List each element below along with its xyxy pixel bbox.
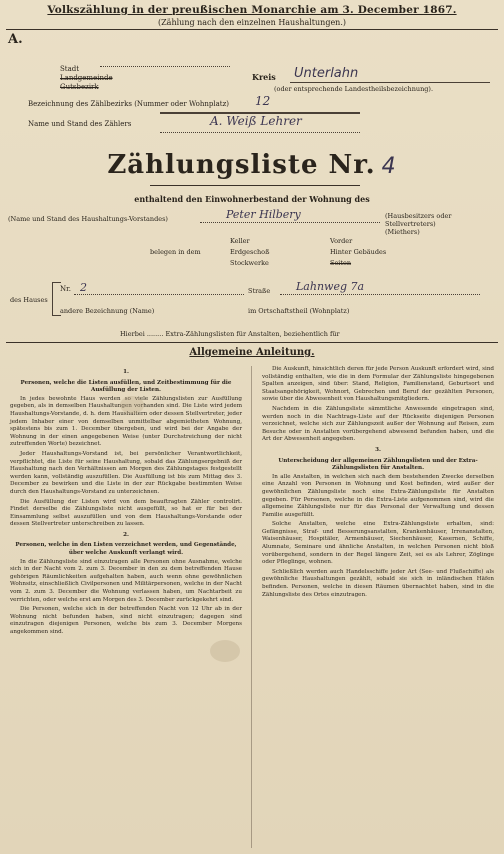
miether-option: (Miethers) [385, 228, 420, 236]
building-options [330, 236, 386, 269]
paper-stain [210, 640, 240, 662]
instructions-right-column [262, 366, 494, 601]
section-heading: Unterscheidung der allgemeinen Zählungslisten und der Extra-Zählungslisten für Anstalten. [278, 457, 478, 472]
haushalt-line [200, 222, 380, 224]
haushalt-label: (Name und Stand des Haushaltungs-Vorstandes) [8, 215, 168, 223]
stadt-line [100, 66, 230, 68]
zaehler-line [160, 132, 360, 134]
floor-options [230, 236, 269, 269]
erdgeschoss-option: Erdgeschoß [230, 248, 270, 256]
kreis-sub: (oder entsprechende Landestheilsbezeichnung). [274, 85, 434, 93]
strasse-value: Lahnweg 7a [296, 280, 365, 293]
paragraph: Die Personen, welche sich in der betreffenden Nacht von 12 Uhr ab in der Wohnung nicht befunden haben, sind nicht einzutragen; dagegen sind einzutragen diejenigen Personen, welche bis zum 3. December Morgens angekommen sind. [10, 606, 242, 635]
vorder-option: Vorder [330, 237, 353, 245]
paragraph: Solche Anstalten, welche eine Extra-Zählungsliste erhalten, sind: Gefängnisse, Straf- und Besserungsanstalten, Krankenhäuser, Irrenanstalten, Waisenhäuser, Hospitäler, Armenhäuser, Siechenhäuser, Kasernen, Schiffe, Alumnate, Seminare und ähnliche Anstalten, in welchen Personen nicht bloß vorübergehend, sondern in der Regel längere Zeit, sei es als Lehrer, Zöglinge oder Pfleglinge, wohnen. [262, 521, 494, 566]
hierbei-text: Hierbei ........ Extra-Zählungslisten für Anstalten, beziehentlich für [120, 330, 340, 338]
paragraph: Die Auskunft, hinsichtlich deren für jede Person Auskunft erfordert wird, sind vollständig enthalten, wie die in dem Formular der Zählungsliste hingegebenen Spalten anzeigen, sind über: Stand, Religion, Familienstand, Geburtsort und Staatsangehörigkeit, Wohnort, Gebrechen und Beruf der gezählten Personen, sowie über die Abwesenheit von Haushaltungsmitgliedern. [262, 366, 494, 403]
paragraph: Jeder Haushaltungs-Vorstand ist, bei persönlicher Verantwortlichkeit, verpflichtet, die Liste für seine Haushaltung, sobald das Zählungsergebniß der Haushaltung nach den Verhältnissen am Morgen des Zählungstages festgestellt werden kann, vollständig auszufüllen. Die Ausfüllung ist bis zum Mittag des 3. December zu bewirken und die Liste in der zur Rückgabe bestimmten Weise durch den Haushaltungs-Vorstand zu unterzeichnen. [10, 450, 242, 495]
instructions-title: Allgemeine Anleitung. [189, 347, 315, 358]
keller-option: Keller [230, 237, 250, 245]
kreis-line [290, 82, 490, 83]
bezirk-value: 12 [255, 94, 271, 108]
column-divider [251, 366, 252, 848]
landgemeinde-option: Landgemeinde [60, 74, 113, 82]
form-title: Volkszählung in der preußischen Monarchie am 3. December 1867. [47, 4, 457, 16]
stadt-option: Stadt [60, 65, 80, 73]
section-heading: Personen, welche die Listen ausfüllen, und Zeitbestimmung für die Ausfüllung der Listen. [20, 379, 232, 394]
form-subtitle: (Zählung nach den einzelnen Haushaltungen.) [158, 18, 346, 27]
section-heading: 1. [123, 369, 129, 375]
haushalt-role [385, 212, 504, 236]
list-number: 4 [381, 154, 397, 179]
section-heading: 3. [375, 446, 381, 453]
strasse-line [280, 294, 480, 296]
haushalt-value: Peter Hilbery [226, 208, 301, 221]
nr-line [74, 294, 244, 296]
paragraph: In die Zählungsliste sind einzutragen alle Personen ohne Ausnahme, welche sich in der Nacht vom 2. zum 3. December in den zu dem betreffenden Hause gehörigen Räumlichkeiten aufgehalten haben, auch wenn ohne gewöhnlichen Wohnsitz, einschließlich Civilpersonen und Militärpersonen, welche in der Nacht vom 2. zum 3. December die Wohnung verlassen haben, um Nachtarbeit zu verrichten, oder welche erst am Morgen des 3. December zurückgekehrt sind. [10, 558, 242, 603]
kreis-label: Kreis [252, 72, 276, 82]
section-heading: 2. [123, 531, 129, 538]
kreis-value: Unterlahn [294, 66, 359, 81]
strasse-label: Straße [248, 287, 271, 295]
paper-stain [120, 396, 144, 414]
district-type [60, 65, 113, 92]
form-mark: A. [8, 32, 23, 47]
nr-value: 2 [80, 281, 87, 294]
section-heading: Personen, welche in den Listen verzeichnet werden, und Gegenstände, über welche Auskunft verlangt wird. [15, 542, 237, 557]
list-title [0, 150, 504, 180]
list-title-text: Zählungsliste Nr. [107, 150, 376, 180]
ortschaft-label: im Ortschaftstheil (Wohnplatz) [248, 307, 350, 315]
seiten-option: Seiten [330, 259, 352, 267]
paragraph: In alle Anstalten, in welchen sich nach dem bestehenden Zwecke derselben eine Anzahl von Personen in Wohnung und Kost befinden, wird außer der gewöhnlichen Zählungsliste noch eine Extra-Zählungsliste für Anstalten gegeben. Für Personen, welche in die Extra-Liste aufgenommen sind, wird die allgemeine Zählungsliste nur für das Personal der Verwaltung und dessen Familie ausgefüllt. [262, 473, 494, 518]
instructions-divider [6, 342, 498, 343]
paragraph: In jedes bewohnte Haus werden so viele Zählungslisten zur Ausfüllung gegeben, als in demselben Haushaltungen vorhanden sind. Die Liste wird jedem Haushaltungs-Vorstande, d. h. dem Haushaltern oder dessen Stellvertreter, jeder jedem Inhaber einer von demselben unmittelbar abgemietheten Wohnung, spätestens bis zum 1. December übergeben, und wird bei der Angabe der Wohnung in der einen angegebenen Weise (unter Durchstreichung der nicht zutreffenden Worte) bezeichnet. [10, 395, 242, 448]
zaehler-value: A. Weiß Lehrer [210, 114, 302, 128]
paragraph: Schließlich werden auch Handelsschiffe jeder Art (See- und Flußschiffe) als gewöhnliche Haushaltungen gezählt, sobald sie sich in inländischen Häfen befinden. Personen, welche in diesen Räumen übernachtet haben, sind in die Zählungsliste des Ortes einzutragen. [262, 568, 494, 598]
gutsbezirk-option: Gutsbezirk [60, 83, 99, 91]
header-divider [6, 29, 498, 30]
paragraph: Nachdem in die Zählungsliste sämmtliche Anwesende eingetragen sind, werden noch in die Nachtrags-Liste auf der Rückseite diejenigen Personen verzeichnet, welche sich zur Zählungszeit außer der Wohnung auf Reisen, zum Besuche oder in Anstalten vorübergehend abwesend befunden haben, und die Art der Abwesenheit angegeben. [262, 405, 494, 443]
nr-label: Nr. [60, 285, 71, 293]
hausbesitzer-option: (Hausbesitzers oder Stellvertreters) [385, 212, 452, 228]
bezirk-label: Bezeichnung des Zählbezirks (Nummer oder Wohnplatz) [28, 100, 230, 108]
title-underline [150, 185, 360, 186]
list-subtitle: enthaltend den Einwohnerbestand der Wohnung des [134, 194, 370, 204]
stockwerk-option: Stockwerke [230, 259, 269, 267]
haus-label: des Hauses [10, 296, 48, 304]
hinter-option: Hinter Gebäudes [330, 248, 387, 256]
paragraph: Die Ausfüllung der Listen wird von dem beauftragten Zähler controlirt. Findet derselbe die Zählungsliste nicht ausgefüllt, so hat er für bei der Einsammlung selbst auszufüllen und von dem Haushaltungs-Vorstande oder dessen Stellvertreter unterschreiben zu lassen. [10, 498, 242, 528]
andere-label: andere Bezeichnung (Name) [60, 307, 155, 315]
belegen-label: belegen in dem [150, 248, 201, 256]
zaehler-label: Name und Stand des Zählers [28, 120, 132, 128]
